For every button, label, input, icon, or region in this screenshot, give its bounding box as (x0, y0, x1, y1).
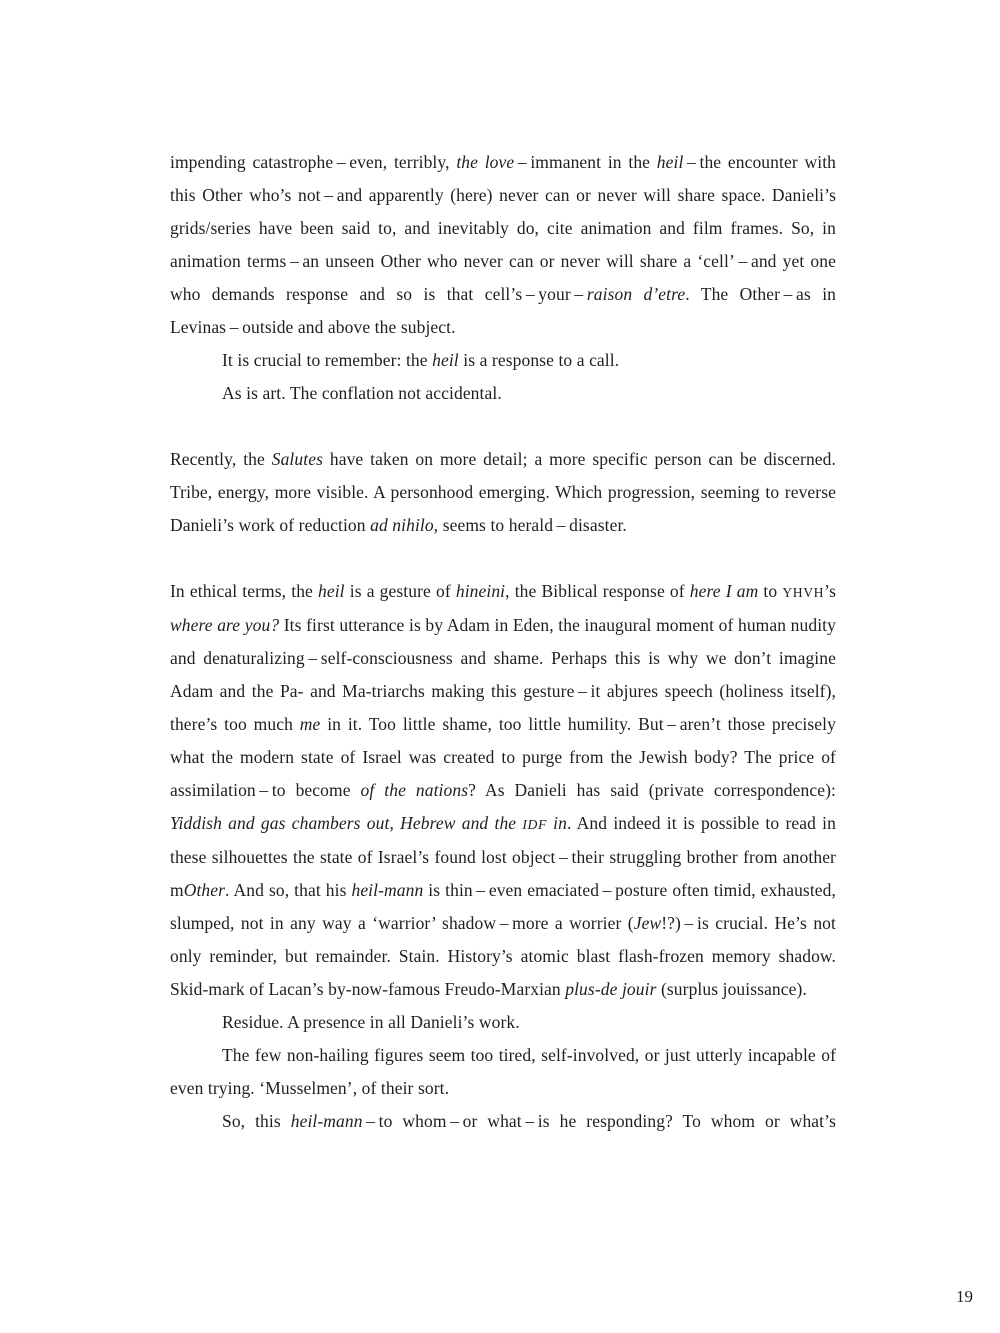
paragraph (170, 1105, 836, 1138)
text-run: where are you? (170, 615, 280, 635)
paragraph (170, 344, 836, 377)
text-run: So, this (222, 1111, 291, 1131)
text-run: In ethical terms, the (170, 581, 318, 601)
text-run: Yiddish and gas chambers out, Hebrew and the (170, 813, 523, 833)
text-block (170, 146, 836, 1138)
paragraph (170, 146, 836, 344)
text-run: here I am (689, 581, 759, 601)
text-run: Jew (633, 913, 662, 933)
text-run: Residue. A presence in all Danieli’s work. (222, 1012, 520, 1032)
paragraph (170, 377, 836, 410)
text-run: – immanent in the (514, 152, 657, 172)
text-run: ad nihilo (370, 515, 434, 535)
text-run: , seems to herald – disaster. (433, 515, 627, 535)
text-run: of the nations (360, 780, 469, 800)
text-run: raison d’etre (586, 284, 686, 304)
paragraph (170, 575, 836, 1006)
text-run: hineini (455, 581, 506, 601)
text-run: heil (432, 350, 459, 370)
text-run: – to whom – or what – is he responding? To whom or what’s (362, 1111, 837, 1131)
text-run: the love (456, 152, 515, 172)
text-run: Recently, the (170, 449, 272, 469)
text-run: It is crucial to remember: the (222, 350, 433, 370)
text-run: Other (183, 880, 226, 900)
paragraph (170, 443, 836, 542)
text-run: impending catastrophe – even, terribly, (170, 152, 457, 172)
text-run: in it. Too little shame, too little humility. But – aren’t those precisely what the modern state of Israel was created to purge from the Jewish body? The price of assimilation – to become (170, 714, 836, 800)
text-run: have taken on more detail; a more specific person can be discerned. Tribe, energy, more visible. A personhood emerging. Which progression, seeming to reverse Danieli’s work of reduction (170, 449, 836, 535)
paragraph (170, 1039, 836, 1105)
text-run: (surplus jouissance). (656, 979, 807, 999)
text-run: IDF (522, 817, 547, 832)
text-run: is a gesture of (344, 581, 456, 601)
page-number: 19 (956, 1287, 973, 1306)
text-run: YHVH (782, 585, 825, 600)
text-run: Salutes (271, 449, 323, 469)
text-run: . And indeed it is possible to read in these silhouettes the state of Israel’s found lost object – their struggling brother from another m (170, 813, 836, 900)
text-run: ’s (824, 581, 836, 601)
text-run: ? As Danieli has said (private correspondence): (468, 780, 836, 800)
text-run: , the Biblical response of (505, 581, 690, 601)
paragraph (170, 1006, 836, 1039)
text-run: . And so, that his (225, 880, 352, 900)
text-run: is a response to a call. (458, 350, 620, 370)
text-run: me (299, 714, 321, 734)
text-run: . The Other – as in Levinas – outside and above the subject. (170, 284, 837, 337)
text-run: heil-mann (351, 880, 424, 900)
text-run: heil (656, 152, 684, 172)
text-run: heil (318, 581, 345, 601)
text-run: The few non-hailing figures seem too tired, self-involved, or just utterly incapable of even trying. ‘Musselmen’, of their sort. (170, 1045, 836, 1098)
text-run: to (758, 581, 783, 601)
text-run: – the encounter with this Other who’s not – and apparently (here) never can or never will share space. Danieli’s grids/series have been said to, and inevitably do, cite animation and film frames. So, in animation terms – an unseen Other who never can or never will share a ‘cell’ – and yet one who demands response and so is that cell’s – your – (170, 152, 837, 304)
text-run: plus-de jouir (565, 979, 657, 999)
text-run: in (546, 813, 567, 833)
text-run: As is art. The conflation not accidental. (222, 383, 502, 403)
text-run: Its first utterance is by Adam in Eden, the inaugural moment of human nudity and denaturalizing – self-consciousness and shame. Perhaps this is why we don’t imagine Adam and the Pa- and Ma-triarchs making this gesture – it abjures speech (holiness itself), there’s too much (170, 615, 836, 734)
text-run: !?) – is crucial. He’s not only reminder, but remainder. Stain. History’s atomic blast flash-frozen memory shadow. Skid-mark of Lacan’s by-now-famous Freudo-Marxian (170, 913, 836, 999)
text-run: is thin – even emaciated – posture often timid, exhausted, slumped, not in any way a ‘warrior’ shadow – more a worrier ( (170, 880, 836, 933)
text-run: heil-mann (290, 1111, 363, 1131)
